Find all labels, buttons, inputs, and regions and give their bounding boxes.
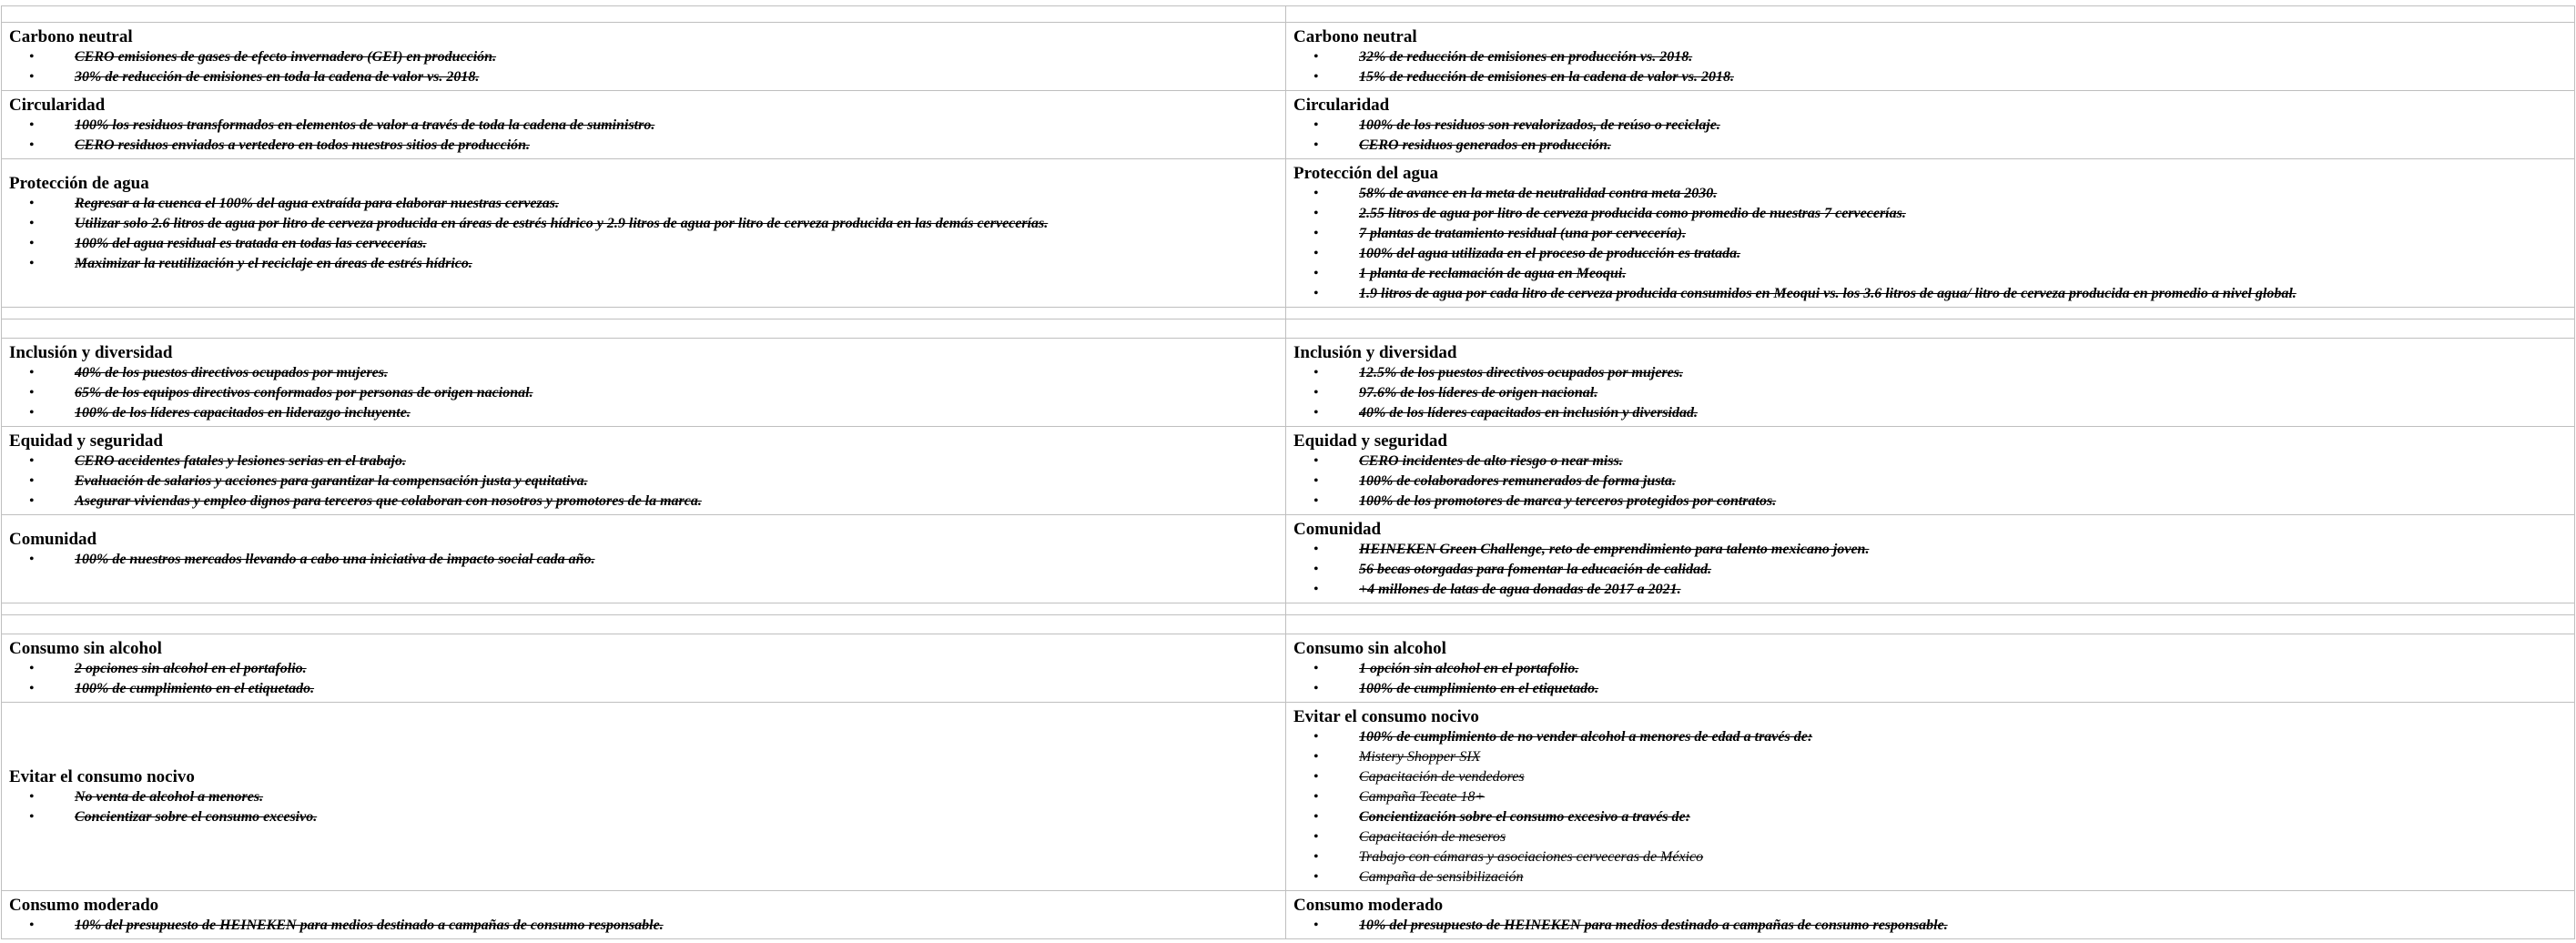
section-spacer-row (2, 615, 2575, 634)
bullet-icon: • (1313, 661, 1319, 676)
bullet-icon: • (1313, 365, 1319, 380)
goals-cell (2, 703, 1286, 891)
bullet-icon: • (1313, 809, 1319, 825)
list-item: • 100% de los promotores de marca y terceros protegidos por contratos. (1293, 492, 2574, 512)
bullet-icon: • (1313, 246, 1319, 261)
list-item: • Concientizar sobre el consumo excesivo. (9, 807, 1285, 827)
list-item: • 56 becas otorgadas para fomentar la educación de calidad. (1293, 560, 2574, 580)
table-row (2, 634, 2575, 703)
bullet-icon: • (1313, 473, 1319, 489)
list-item: • 1.9 litros de agua por cada litro de cerveza producida consumidos en Meoqui vs. los 3.6 litros de agua/ litro de cerveza producida en promedio a nivel global. (1293, 284, 2574, 304)
bullet-icon: • (29, 473, 35, 489)
bullet-icon: • (1313, 405, 1319, 421)
list-item: • 65% de los equipos directivos conformados por personas de origen nacional. (9, 383, 1285, 403)
cell-heading: Circularidad (1293, 96, 1390, 115)
list-item: • 100% de colaboradores remunerados de forma justa. (1293, 472, 2574, 492)
results-cell (1286, 339, 2575, 427)
item-list (9, 194, 1285, 274)
cell-heading: Consumo sin alcohol (9, 639, 162, 658)
list-item: • 2 opciones sin alcohol en el portafolio. (9, 659, 1285, 679)
bullet-icon: • (1313, 385, 1319, 401)
table-row (2, 891, 2575, 939)
list-item: • 100% del agua residual es tratada en todas las cervecerías. (9, 234, 1285, 254)
cell-heading: Equidad y seguridad (9, 431, 163, 451)
bullet-icon: • (1313, 69, 1319, 85)
list-item: • Mistery Shopper SIX (1293, 747, 2574, 767)
bullet-icon: • (1313, 286, 1319, 301)
empty-cell (1286, 6, 2575, 23)
bullet-icon: • (29, 405, 35, 421)
bullet-icon: • (29, 385, 35, 401)
bullet-icon: • (1313, 681, 1319, 696)
list-item: • HEINEKEN Green Challenge, reto de emprendimiento para talento mexicano joven. (1293, 540, 2574, 560)
empty-cell (2, 308, 1286, 319)
list-item: • 30% de reducción de emisiones en toda la cadena de valor vs. 2018. (9, 67, 1285, 87)
bullet-icon: • (29, 661, 35, 676)
section-spacer-row (2, 308, 2575, 319)
table-row (2, 91, 2575, 159)
results-cell (1286, 159, 2575, 308)
results-cell (1286, 515, 2575, 603)
bullet-icon: • (1313, 49, 1319, 65)
results-cell (1286, 634, 2575, 703)
bullet-icon: • (1313, 749, 1319, 765)
table-row (2, 23, 2575, 91)
bullet-icon: • (29, 196, 35, 211)
bullet-icon: • (1313, 789, 1319, 805)
empty-cell (2, 319, 1286, 339)
list-item: • Regresar a la cuenca el 100% del agua extraída para elaborar nuestras cervezas. (9, 194, 1285, 214)
section-spacer-row (2, 6, 2575, 23)
list-item: • Evaluación de salarios y acciones para garantizar la compensación justa y equitativa. (9, 472, 1285, 492)
goals-cell (2, 159, 1286, 308)
section-spacer-row (2, 603, 2575, 615)
goals-cell (2, 23, 1286, 91)
bullet-icon: • (1313, 582, 1319, 597)
list-item: • 40% de los puestos directivos ocupados por mujeres. (9, 363, 1285, 383)
empty-cell (1286, 308, 2575, 319)
list-item: • Capacitación de meseros (1293, 827, 2574, 847)
bullet-icon: • (1313, 562, 1319, 577)
bullet-icon: • (1313, 542, 1319, 557)
bullet-icon: • (29, 117, 35, 133)
list-item: • CERO residuos generados en producción. (1293, 136, 2574, 156)
cell-heading: Evitar el consumo nocivo (1293, 707, 1479, 726)
bullet-icon: • (1313, 918, 1319, 933)
item-list (9, 550, 1285, 570)
list-item: • 7 plantas de tratamiento residual (una por cervecería). (1293, 224, 2574, 244)
bullet-icon: • (1313, 137, 1319, 153)
bullet-icon: • (1313, 849, 1319, 865)
goals-cell (2, 91, 1286, 159)
list-item: • 100% del agua utilizada en el proceso de producción es tratada. (1293, 244, 2574, 264)
list-item: • CERO accidentes fatales y lesiones serias en el trabajo. (9, 451, 1285, 472)
bullet-icon: • (29, 453, 35, 469)
cell-heading: Comunidad (1293, 520, 1382, 539)
empty-cell (2, 6, 1286, 23)
results-cell (1286, 427, 2575, 515)
table-row (2, 703, 2575, 891)
section-spacer-row (2, 319, 2575, 339)
cell-heading: Consumo sin alcohol (1293, 639, 1446, 658)
bullet-icon: • (29, 216, 35, 231)
bullet-icon: • (29, 256, 35, 271)
bullet-icon: • (29, 493, 35, 509)
goals-cell (2, 634, 1286, 703)
bullet-icon: • (1313, 206, 1319, 221)
cell-heading: Inclusión y diversidad (9, 343, 173, 362)
bullet-icon: • (1313, 729, 1319, 745)
cell-heading: Protección de agua (9, 174, 149, 193)
bullet-icon: • (1313, 453, 1319, 469)
list-item: • +4 millones de latas de agua donadas de 2017 a 2021. (1293, 580, 2574, 600)
item-list (9, 47, 1285, 87)
list-item: • CERO emisiones de gases de efecto invernadero (GEI) en producción. (9, 47, 1285, 67)
empty-cell (1286, 319, 2575, 339)
item-list (9, 787, 1285, 827)
goals-cell (2, 891, 1286, 939)
item-list (9, 363, 1285, 423)
item-list (1293, 184, 2574, 304)
empty-cell (1286, 603, 2575, 615)
list-item: • 100% de cumplimiento en el etiquetado. (1293, 679, 2574, 699)
goals-cell (2, 515, 1286, 603)
item-list (9, 916, 1285, 936)
bullet-icon: • (29, 365, 35, 380)
list-item: • 100% de cumplimiento de no vender alcohol a menores de edad a través de: (1293, 727, 2574, 747)
list-item: • Campaña de sensibilización (1293, 867, 2574, 887)
item-list (1293, 540, 2574, 600)
results-cell (1286, 703, 2575, 891)
list-item: • 1 planta de reclamación de agua en Meoqui. (1293, 264, 2574, 284)
item-list (9, 451, 1285, 512)
list-item: • CERO incidentes de alto riesgo o near miss. (1293, 451, 2574, 472)
list-item: • 10% del presupuesto de HEINEKEN para medios destinado a campañas de consumo responsable. (1293, 916, 2574, 936)
item-list (1293, 727, 2574, 887)
bullet-icon: • (29, 918, 35, 933)
item-list (1293, 916, 2574, 936)
list-item: • 100% de los líderes capacitados en liderazgo incluyente. (9, 403, 1285, 423)
bullet-icon: • (1313, 186, 1319, 201)
cell-heading: Inclusión y diversidad (1293, 343, 1457, 362)
item-list (9, 659, 1285, 699)
bullet-icon: • (1313, 226, 1319, 241)
results-cell (1286, 891, 2575, 939)
bullet-icon: • (29, 552, 35, 567)
cell-heading: Evitar el consumo nocivo (9, 767, 195, 786)
bullet-icon: • (1313, 493, 1319, 509)
list-item: • CERO residuos enviados a vertedero en todos nuestros sitios de producción. (9, 136, 1285, 156)
goals-cell (2, 427, 1286, 515)
list-item: • 100% de nuestros mercados llevando a cabo una iniciativa de impacto social cada año. (9, 550, 1285, 570)
cell-heading: Carbono neutral (1293, 27, 1417, 46)
bullet-icon: • (29, 681, 35, 696)
cell-heading: Circularidad (9, 96, 106, 115)
list-item: • Utilizar solo 2.6 litros de agua por litro de cerveza producida en áreas de estrés hídrico y 2.9 litros de agua por litro de cerveza producida en las demás cervecerías. (9, 214, 1285, 234)
goals-cell (2, 339, 1286, 427)
list-item: • Trabajo con cámaras y asociaciones cerveceras de México (1293, 847, 2574, 867)
bullet-icon: • (1313, 829, 1319, 845)
cell-heading: Comunidad (9, 530, 97, 549)
list-item: • 2.55 litros de agua por litro de cerveza producida como promedio de nuestras 7 cervecerías. (1293, 204, 2574, 224)
item-list (1293, 47, 2574, 87)
list-item: • 15% de reducción de emisiones en la cadena de valor vs. 2018. (1293, 67, 2574, 87)
empty-cell (1286, 615, 2575, 634)
bullet-icon: • (1313, 117, 1319, 133)
list-item: • Concientización sobre el consumo excesivo a través de: (1293, 807, 2574, 827)
list-item: • 100% los residuos transformados en elementos de valor a través de toda la cadena de suministro. (9, 116, 1285, 136)
bullet-icon: • (29, 69, 35, 85)
bullet-icon: • (29, 809, 35, 825)
bullet-icon: • (1313, 869, 1319, 885)
bullet-icon: • (29, 789, 35, 805)
item-list (1293, 116, 2574, 156)
list-item: • 97.6% de los líderes de origen nacional. (1293, 383, 2574, 403)
table-row (2, 159, 2575, 308)
list-item: • 32% de reducción de emisiones en producción vs. 2018. (1293, 47, 2574, 67)
goals-results-table (1, 5, 2575, 939)
bullet-icon: • (1313, 266, 1319, 281)
bullet-icon: • (29, 236, 35, 251)
list-item: • 58% de avance en la meta de neutralidad contra meta 2030. (1293, 184, 2574, 204)
results-cell (1286, 23, 2575, 91)
list-item: • 1 opción sin alcohol en el portafolio. (1293, 659, 2574, 679)
bullet-icon: • (1313, 769, 1319, 785)
item-list (9, 116, 1285, 156)
list-item: • Asegurar viviendas y empleo dignos para terceros que colaboran con nosotros y promotores de la marca. (9, 492, 1285, 512)
list-item: • 100% de los residuos son revalorizados, de reúso o reciclaje. (1293, 116, 2574, 136)
bullet-icon: • (29, 49, 35, 65)
list-item: • Capacitación de vendedores (1293, 767, 2574, 787)
list-item: • 10% del presupuesto de HEINEKEN para medios destinado a campañas de consumo responsable. (9, 916, 1285, 936)
item-list (1293, 451, 2574, 512)
list-item: • 40% de los líderes capacitados en inclusión y diversidad. (1293, 403, 2574, 423)
list-item: • 12.5% de los puestos directivos ocupados por mujeres. (1293, 363, 2574, 383)
list-item: • 100% de cumplimiento en el etiquetado. (9, 679, 1285, 699)
cell-heading: Consumo moderado (1293, 896, 1444, 915)
item-list (1293, 363, 2574, 423)
results-cell (1286, 91, 2575, 159)
empty-cell (2, 615, 1286, 634)
list-item: • Campaña Tecate 18+ (1293, 787, 2574, 807)
bullet-icon: • (29, 137, 35, 153)
cell-heading: Protección del agua (1293, 164, 1439, 183)
list-item: • No venta de alcohol a menores. (9, 787, 1285, 807)
table-row (2, 339, 2575, 427)
cell-heading: Equidad y seguridad (1293, 431, 1447, 451)
table-row (2, 515, 2575, 603)
item-list (1293, 659, 2574, 699)
cell-heading: Consumo moderado (9, 896, 159, 915)
table-row (2, 427, 2575, 515)
empty-cell (2, 603, 1286, 615)
list-item: • Maximizar la reutilización y el reciclaje en áreas de estrés hídrico. (9, 254, 1285, 274)
cell-heading: Carbono neutral (9, 27, 133, 46)
